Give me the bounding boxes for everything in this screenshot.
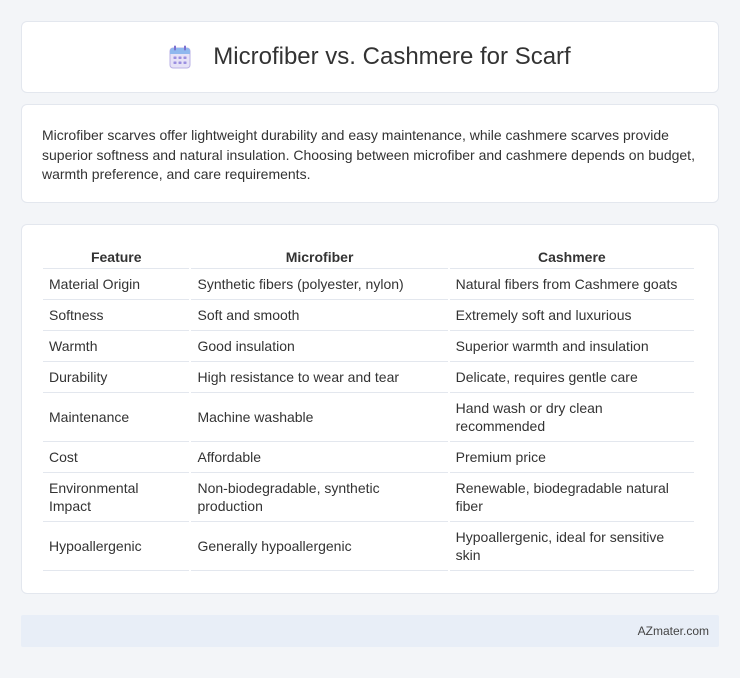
cashmere-cell: Renewable, biodegradable natural fiber xyxy=(450,473,694,522)
feature-cell: Maintenance xyxy=(43,393,189,442)
microfiber-cell: Non-biodegradable, synthetic production xyxy=(191,473,447,522)
calendar-icon xyxy=(169,45,191,69)
microfiber-cell: Synthetic fibers (polyester, nylon) xyxy=(191,269,447,300)
feature-cell: Environmental Impact xyxy=(43,473,189,522)
footer xyxy=(21,615,719,647)
microfiber-cell: Affordable xyxy=(191,442,447,473)
microfiber-cell: Generally hypoallergenic xyxy=(191,522,447,571)
cashmere-cell: Hand wash or dry clean recommended xyxy=(450,393,694,442)
intro-card xyxy=(21,104,719,203)
table-row xyxy=(43,393,694,442)
feature-cell: Softness xyxy=(43,300,189,331)
cashmere-cell: Natural fibers from Cashmere goats xyxy=(450,269,694,300)
header-feature: Feature xyxy=(43,243,189,269)
header-microfiber: Microfiber xyxy=(191,243,447,269)
title-card xyxy=(21,21,719,93)
feature-cell: Material Origin xyxy=(43,269,189,300)
feature-cell: Cost xyxy=(43,442,189,473)
comparison-table xyxy=(41,243,696,571)
table-row xyxy=(43,522,694,571)
header-cashmere: Cashmere xyxy=(450,243,694,269)
microfiber-cell: Machine washable xyxy=(191,393,447,442)
table-row xyxy=(43,362,694,393)
feature-cell: Hypoallergenic xyxy=(43,522,189,571)
footer-brand-link[interactable]: AZmater.com xyxy=(637,624,709,638)
cashmere-cell: Premium price xyxy=(450,442,694,473)
table-row xyxy=(43,331,694,362)
table-row xyxy=(43,473,694,522)
microfiber-cell: Good insulation xyxy=(191,331,447,362)
cashmere-cell: Superior warmth and insulation xyxy=(450,331,694,362)
microfiber-cell: Soft and smooth xyxy=(191,300,447,331)
microfiber-cell: High resistance to wear and tear xyxy=(191,362,447,393)
comparison-card xyxy=(21,224,719,594)
feature-cell: Warmth xyxy=(43,331,189,362)
table-row xyxy=(43,269,694,300)
feature-cell: Durability xyxy=(43,362,189,393)
page-title: Microfiber vs. Cashmere for Scarf xyxy=(213,43,571,70)
cashmere-cell: Delicate, requires gentle care xyxy=(450,362,694,393)
intro-text: Microfiber scarves offer lightweight durability and easy maintenance, while cashmere scarves provide superior softness and natural insulation. Choosing between microfiber and cashmere depends on budget, warmth preference, and care requirements. xyxy=(42,127,695,182)
table-row xyxy=(43,300,694,331)
table-header-row xyxy=(43,243,694,269)
cashmere-cell: Extremely soft and luxurious xyxy=(450,300,694,331)
title-wrap xyxy=(169,43,570,71)
cashmere-cell: Hypoallergenic, ideal for sensitive skin xyxy=(450,522,694,571)
table-row xyxy=(43,442,694,473)
